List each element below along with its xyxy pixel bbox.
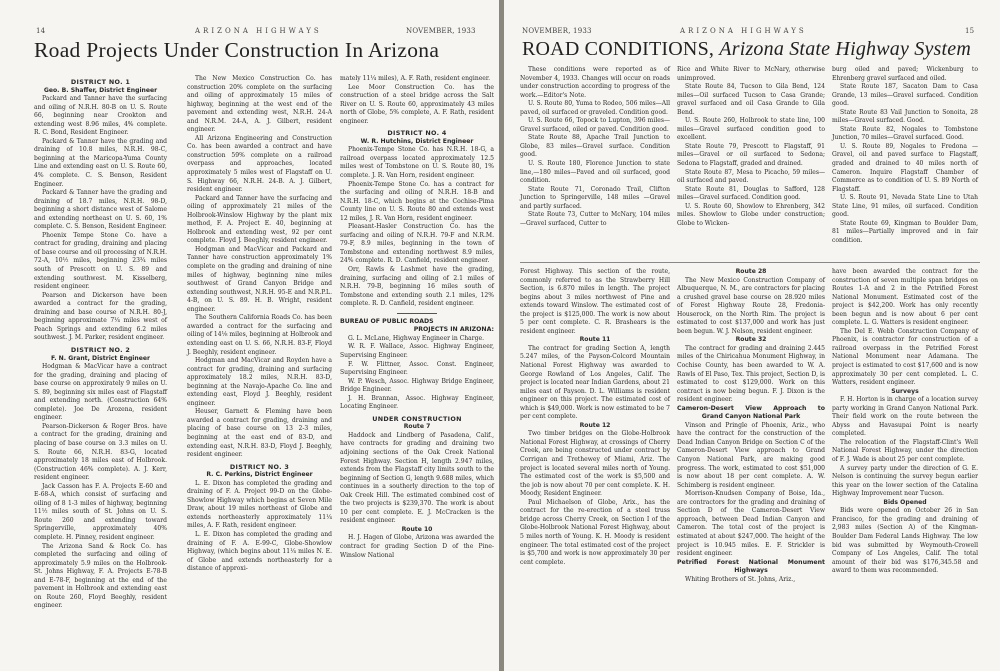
paragraph: Two timber bridges on the Globe-Holbrook National Forest Highway, at crossings of Cherry Creek, are being constructed under contract by Corrigan and Trethewey of Miami, Ariz. The project is located several miles north of Young. The estimated cost of the work is $5,500 and the job is now about 70 per cent complete. K. H. Moody, Resident Engineer. [520, 430, 670, 498]
paragraph: Pearson and Dickerson have been awarded a contract for the grading, draining and base course of N.R.H. 80-J, beginning approximate 7¼ miles west of Peach Springs and extending 6.2 miles southwest. J. M. Parker, resident engineer. [34, 291, 167, 342]
projects-column-2 [677, 268, 825, 584]
paragraph: W. R. F. Wallace, Assoc. Highway Engineer, Supervising Engineer. [340, 343, 494, 359]
conditions-column-2 [677, 66, 825, 228]
paragraph: Rice and White River to McNary, otherwise unimproved. [677, 66, 825, 82]
page-number: 15 [965, 27, 975, 35]
paragraph: Phoenix-Tempe Stone Co. has N.R.H. 18-G, a railroad overpass located approximately 12.5 miles west of Tombstone on U. S. Route 80, 1% complete. J. R. Van Horn, resident engineer. [340, 146, 494, 180]
paragraph: Packard & Tanner have the grading and draining of 18.7 miles, N.R.H. 98-D, beginning a short distance west of Salome and extending northeast on U. S. 60, 1% complete. C. S. Benson, Resident Engineer. [34, 189, 167, 231]
paragraph: A survey party under the direction of G. E. Nelson is continuing the survey begun earlier this year on the lower section of the Catalina Highway Improvement near Tucson. [832, 464, 978, 498]
paragraph: U. S. Route 66, Topock to Lupton, 396 miles—Gravel surfaced, oiled or paved. Condition good. [520, 117, 670, 133]
divider [397, 313, 437, 314]
subheading: R. C. Perkins, District Engineer [206, 471, 313, 479]
article-column-2 [187, 75, 332, 574]
paragraph: The Arizona Sand & Rock Co. has completed the surfacing and oiling of approximately 5.9 miles on the Holbrook-St. Johns Highway, F. A. Projects E-78-B and E-78-F, beginning at the end of the pavement in Holbrook and extending east on Route 260, Floyd Beeghly, resident engineer. [34, 542, 167, 610]
article-column-3 [340, 75, 494, 560]
conditions-column-3 [832, 66, 978, 245]
paragraph: F. H. Horton is in charge of a location survey party working in Grand Canyon National Park. Their field work on the route between the Abyss and Havasupai Point is nearly completed. [832, 396, 978, 438]
paragraph: State Route 79, Prescott to Flagstaff, 91 miles—Gravel or oil surfaced to Sedona; Sedona to Flagstaff, graded and drained. [677, 142, 825, 168]
paragraph: State Route 84, Tucson to Gila Bend, 124 miles—Oil surfaced Tucson to Casa Grande; gravel surfaced and oil Casa Grande to Gila Bend. [677, 83, 825, 116]
paragraph: State Route 83 Vail Junction to Sonoita, 28 miles—Gravel surfaced. Good. [832, 108, 978, 125]
subheading: Route 28 [735, 268, 767, 275]
subheading: Route 12 [579, 421, 611, 429]
paragraph: The New Mexico Construction Company of Albuquerque, N. M., are contractors for placing a crushed gravel base course on 28.920 miles of Forest Highway Route 28, Fredonia-Houserock, on the North Rim. The project is estimated to cost $137,000 and work has just been begun. W. J. Nelson, resident engineer. [677, 276, 825, 335]
paragraph: U. S. Route 89, Nogales to Fredona —Gravel, oil and paved surface to Flagstaff, graded and drained to 40 miles north of Cameron. Inquire Flagstaff Chamber of Commerce as to condition of U. S. 89 North of Flagstaff. [832, 142, 978, 193]
paragraph: have been awarded the contract for the construction of seven multiple span bridges on Routes 1-A and 2 in the Petrified Forest National Monument. Estimated cost of the project is $42,200. Work has only recently been begun and is now about 6 per cent complete. L. G. Watters is resident engineer. [832, 268, 978, 327]
subheading: Route 32 [735, 336, 767, 344]
section-heading: BUREAU OF PUBLIC ROADS [340, 317, 434, 325]
paragraph: burg oiled and paved; Wickenburg to Ehrenberg gravel surfaced and oiled. [832, 66, 978, 82]
paragraph: Paul Michaelson of Globe, Arix., has the contract for the re-erection of a steel truss bridge across Cherry Creek, on Section I of the Globe-Holbrook National Forest Highway, about 5 miles north of Young. K. H. Moody is resident engineer. The total estimated cost of the project is $5,700 and work is now approximately 30 per cent complete. [520, 498, 670, 566]
paragraph: State Route 71, Coronado Trail, Clifton Junction to Springerville, 148 miles —Gravel and partly surfaced. [520, 185, 670, 210]
title-subtitle: Arizona State Highway System [719, 38, 971, 60]
subheading: Geo. B. Shaffer, District Engineer [43, 86, 158, 94]
paragraph: U. S. Route 260, Holbrook to state line, 100 miles—Gravel surfaced condition good to excellent. [677, 117, 825, 142]
paragraph: Heuser, Garnett & Fleming have been awarded a contract for grading, draining and placing of base course on 13 2-3 miles, beginning at the east end of 83-D, and extending east, N.R.H. 83-D, Floyd J. Beeghly, resident engineer. [187, 408, 332, 459]
paragraph: State Route 82, Nogales to Tombstone Junction, 70 miles—Gravel surfaced. Good. [832, 125, 978, 142]
paragraph: H. J. Hagen of Globe, Arizona was awarded the contract for grading Section D of the Pine-Winslow National [340, 534, 494, 559]
paragraph: State Route 69, Kingman to Boulder Dam, 81 miles—Partially improved and in fair condition. [832, 219, 978, 244]
paragraph: Forest Highway. This section of the route, commonly referred to as the Strawberry Hill Section, is 6.870 miles in length. The project begins about 3 miles northwest of Pine and extends toward Winslow. The estimated cost of the project is $125,000. The work is now about 5 per cent complete. C. R. Brashears is the resident engineer. [520, 268, 670, 335]
subheading: Petrified Forest National Monument [677, 558, 825, 566]
paragraph: The Del E. Webb Construction Company of Phoenix, is contractor for construction of a railroad overpass in the Petrified Forest National Monument near Adamana. The project is estimated to cost $17,600 and is now approximately 30 per cent completed. L. C. Watters, resident engineer. [832, 327, 978, 387]
section-heading: PROJECTS IN ARIZONA: [413, 326, 494, 334]
paragraph: State Route 187, Sacaton Dam to Casa Grande, 13 miles—Gravel surfaced. Condition good. [832, 83, 978, 108]
paragraph: F. W. Flittner, Assoc. Const. Engineer, Supervising Engineer. [340, 360, 494, 377]
left-page [0, 0, 499, 671]
paragraph: L. E. Dixon has completed the grading and draining of F. A. Project 99-D on the Globe-Showlow Highway which begins at Seven Mile Draw, about 19 miles northeast of Globe and extends northeasterly approximately 11¼ miles, A. F. Rath, resident engineer. [187, 479, 332, 530]
paragraph: Morrison-Knudsen Company of Boise, Ida., are contractors for the grading and draining of Section D of the Cameron-Desert View approach, between Dead Indian Canyon and Cameron. The total cost of the project is estimated at about $247,000. The height of the project is 10.945 miles. E. F. Strickler is resident engineer. [677, 490, 825, 558]
section-heading: DISTRICT NO. 1 [70, 78, 131, 86]
page-title [522, 38, 980, 61]
right-page [504, 0, 1000, 671]
subheading: Cameron-Desert View Approach to [677, 404, 825, 412]
paragraph: L. E. Dixon has completed the grading and draining of F. A. E-99-C, Globe-Showlow Highway, (which begins about 11¼ miles N. E. of Globe and extends northeasterly for a distance of approxi- [187, 530, 332, 573]
paragraph: Phoenix Tempe Stone Co. have a contract for grading, draining and placing of base course and oil processing of N.R.H. 72-A, 10½ miles, beginning 23¾ miles south of Prescott on U. S. 89 and extending southwest. M. Kisselberg, resident engineer. [34, 231, 167, 291]
subheading: Route 7 [403, 423, 431, 431]
paragraph: Whiting Brothers of St. Johns, Ariz., [685, 575, 796, 583]
paragraph: All Arizona Engineering and Construction Co. has been awarded a contract and have construction 59% complete on a railroad overpass and approaches, located approximately 5 miles west of Flagstaff on U. S. Highway 66, N.R.H. 24-B. A. J. Gilbert, resident engineer. [187, 134, 332, 194]
paragraph: The contract for grading Section A, length 5.247 miles, of the Payson-Colcord Mountain National Forest Highway was awarded to George Rowland of Los Angeles, Calif. The project is located near Indian Gardens, about 21 miles east of Payson. D. L. Williams is resident engineer on this project. The estimated cost of which is $49,000. Work is now estimated to be 7 per cent complete. [520, 344, 670, 421]
paragraph: G. L. McLane, Highway Engineer in Charge. [348, 334, 485, 342]
issue-date: NOVEMBER, 1933 [522, 27, 592, 35]
paragraph: Hodgman and MacVicar and Royden have a contract for grading, draining and surfacing approximately 18.2 miles, N.R.H. 83-D, beginning at the Navajo-Apache Co. line and extending east, Floyd J. Beeghly, resident engineer. [187, 357, 332, 407]
paragraph: The contract for grading and draining 2.445 miles of the Chiricahua Monument Highway, in Cochise County, has been awarded to W. A. Rawls of El Paso, Tex. This project, Section D, is estimated to cost $129,000. Work on this contract is now being begun. F. J. Dixon is the resident engineer. [677, 344, 825, 404]
paragraph: Packard & Tanner have the grading and draining of 10.8 miles, N.R.H. 98-C, beginning at the Maricopa-Yuma County Line and extending east on U. S. Route 60, 4% complete. C. S. Benson, Resident Engineer. [34, 137, 167, 188]
paragraph: The New Mexico Construction Co. has construction 20% complete on the surfacing and oiling of approximately 15 miles of highway, beginning at the west end of the pavement and extending west, N.R.H. 24-A and N.R.M. 24-A, A. J. Gilbert, resident engineer. [187, 75, 332, 134]
subheading: Grand Canyon National Park [701, 413, 801, 421]
paragraph: These conditions were reported as of November 4, 1933. Changes will occur on roads under construction according to progress of the work.—Editor's Note. [520, 66, 670, 99]
paragraph: Hodgman & MacVicar have a contract for the grading, draining and placing of base course on approxirately 9 miles on U. S. 89, beginning six miles east of Flagstaff and extending north. (Construction 64% complete). Joe De Arozena, resident engineer. [34, 363, 167, 422]
projects-column-1 [520, 268, 670, 567]
paragraph: State Route 87, Mesa to Picacho, 59 miles—oil surfaced and paved. [677, 168, 825, 185]
paragraph: Haddock and Lindberg of Pasadena, Calif., have contracts for grading and draining two adjoining sections of the Oak Creek National Forest Highway. Section H, length 2.947 miles, extends from the Flagstaff city limits south to the beginning of Section G, length 9.688 miles, which continues in a southerly direction to the top of Oak Creek Hill. The estimated combined cost of the two projects is $239,370. The work is about 10 per cent complete. E. J. McCracken is the resident engineer. [340, 431, 494, 525]
subheading: Route 10 [401, 525, 433, 533]
paragraph: Hodgman and MacVicar and Packard and Tanner have construction approximately 1% complete on the grading and draining of nine miles of highway, beginning nine miles southwest of Grand Canyon Bridge and extending southwest, N.R.H. 95-E and N.R.P.L. 4-B, on U. S. 89. H. B. Wright, resident engineer. [187, 245, 332, 313]
paragraph: The Southern California Roads Co. has been awarded a contract for the surfacing and oiling of 14⅛ miles, beginning at Holbrook and extending east on U. S. 66, N.R.H. 83-F, Floyd J. Beeghly, resident engineer. [187, 314, 333, 356]
paragraph: Jack Casson has F. A. Projects E-60 and E-68-A, which consist of surfacing and oiling of 8 1-3 miles of highway, beginning 11½ miles south of St. Johns on U. S. Route 260 and extending toward Springerville, approximately 40% complete. H. Pinney, resident engineer. [34, 482, 167, 541]
paragraph: Packard and Tanner have the surfacing and oiling of N.R.H. 80-B on U. S. Route 66, beginning near Crookton and extending west 8.96 miles, 4% complete. R. C. Bond, Resident Engineer. [34, 95, 167, 137]
paragraph: U. S. Route 60, Showlow to Ehrenberg, 342 miles. Showlow to Globe under construction; Globe to Wicken- [677, 202, 825, 227]
projects-column-3 [832, 268, 978, 576]
conditions-column-1 [520, 66, 670, 228]
paragraph: Phoenix-Tempe Stone Co. has a contract for the surfacing and oiling of N.R.H. 18-B and N.R.H. 18-C, which begins at the Cochise-Pima County line on U. S. Route 80 and extends west 12 miles, J. R. Van Horn, resident engineer. [340, 180, 494, 222]
article-column-1 [34, 75, 167, 611]
title-main: ROAD CONDITIONS, [522, 38, 715, 60]
section-heading: DISTRICT NO. 3 [229, 462, 290, 471]
paragraph: State Route 88, Apache Trail Junction to Globe, 83 miles—Gravel surface. Condition good. [520, 134, 670, 159]
running-header: ARIZONA HIGHWAYS [680, 27, 807, 35]
page-title: Road Projects Under Construction In Arizona [34, 38, 440, 62]
paragraph: Pearson-Dickerson & Roger Bros. have a contract for the grading, draining and placing of base course on 3.3 miles on U. S. Route 66, N.R.H. 83-G, located approximately 18 miles east of Holbrook. (Construction 46% complete). A. J. Kerr, resident engineer. [34, 422, 167, 482]
subheading: Surveys [891, 387, 919, 395]
paragraph: J. H. Brannan, Assoc. Highway Engineer, Locating Engineer. [340, 394, 494, 411]
paragraph: Bids were opened on October 26 in San Francisco, for the grading and draining of 2,983 miles (Section A) of the Kingman-Boulder Dam Federal Lands Highway. The low bid was submitted by Weymouth-Crowell Company of Los Angeles, Calif. The total amount of their bid was $176,345.58 and award to them was recommended. [832, 507, 978, 575]
paragraph: U. S. Route 80, Yuma to Rodeo, 506 miles—All paved, oil surfaced or graveled. Condition good. [520, 100, 670, 116]
section-divider [520, 262, 980, 263]
paragraph: U. S. Route 180, Florence Junction to state line,—180 miles—Paved and oil surfaced, good condition. [520, 160, 670, 185]
page-number: 14 [36, 27, 46, 35]
paragraph: State Route 73, Cutter to McNary, 104 miles—Gravel surfaced, Cutter to [520, 211, 670, 227]
paragraph: Pleasant-Hasler Construction Co. has the surfacing and oiling of N.R.H. 79-F and N.R.M. 79-F, 8.9 miles, beginning in the town of Tombstone and extending northwest 8.9 miles, 24% complete. R. D. Canfield, resident engineer. [340, 223, 494, 265]
paragraph: U. S. Route 91, Nevada State Line to Utah State Line, 91 miles, oil surfaced. Condition good. [832, 194, 978, 219]
section-heading: DISTRICT NO. 4 [387, 129, 447, 138]
subheading: W. R. Hutchins, District Engineer [360, 137, 474, 145]
paragraph: W. P. Wesch, Assoc. Highway Bridge Engineer, Bridge Engineer. [340, 377, 494, 394]
paragraph: Packard and Tanner have the surfacing and oiling of approximately 21 miles of the Holbrook-Winslow Highway by the plant mix method, F. A. Project E. 40, beginning at Holbrook and extending west, 92 per cent complete. Floyd J. Beeghly, resident engineer. [187, 194, 332, 245]
subheading: Highways [734, 567, 768, 575]
paragraph: mately 11¼ miles), A. F. Rath, resident engineer. [340, 75, 491, 82]
paragraph: Orr, Rawls & Lashmet have the grading, draining, surfacing and oiling of 2.1 miles of N.R.H. 79-B, beginning 16 miles south of Tombstone and extending south 2.1 miles, 12% complete. R. D. Canfield, resident engineer. [340, 266, 494, 308]
subheading: Bids Opened [883, 498, 927, 506]
paragraph: Vinson and Pringle of Phoenix, Ariz., who have the contract for the construction of the Dead Indian Canyon Bridge on Section C of the Cameron-Desert View approach to Grand Canyon National Park, are making good progress. The work, estimated to cost $51,000 is now about 18 per cent complete. A. W. Schimberg is resident engineer. [677, 421, 825, 489]
paragraph: The relocation of the Flagstaff-Clint's Well National Forest Highway, under the direction of F. J. Wade is about 25 per cent complete. [832, 438, 978, 464]
section-heading: DISTRICT NO. 2 [70, 345, 131, 354]
running-header: ARIZONA HIGHWAYS [195, 27, 322, 35]
subheading: F. N. Grant, District Engineer [50, 354, 151, 362]
section-heading: UNDER CONSTRUCTION [372, 414, 462, 423]
subheading: Route 11 [579, 336, 611, 344]
issue-date: NOVEMBER, 1933 [406, 27, 476, 35]
paragraph: Lee Moor Construction Co. has the construction of a steel bridge across the Salt River on U. S. Route 60, approximately 43 miles north of Globe, 5% complete, A. F. Rath, resident engineer. [340, 83, 494, 125]
paragraph: State Route 81, Douglas to Safford, 128 miles—Gravel surfaced. Condition good. [677, 185, 825, 202]
